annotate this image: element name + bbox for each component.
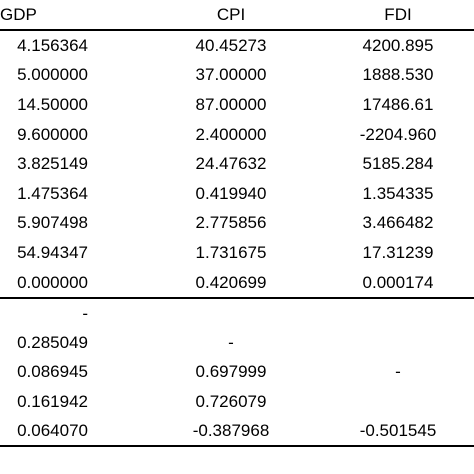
cell-cpi: 87.00000 — [195, 94, 267, 114]
cell-cpi: 40.45273 — [195, 35, 267, 55]
cell-cpi: 37.00000 — [195, 65, 267, 85]
cell-gdp: 0.285049 — [17, 333, 88, 353]
table-header-row — [0, 0, 474, 29]
table-row — [0, 120, 474, 150]
header-cpi: CPI — [216, 4, 246, 24]
table-row — [0, 31, 474, 61]
cell-gdp: 1.475364 — [17, 183, 88, 203]
cell-cpi: 0.420699 — [195, 272, 267, 292]
table-row — [0, 179, 474, 209]
cell-fdi: 4200.895 — [362, 35, 434, 55]
summary-section — [0, 31, 474, 297]
cell-gdp: 0.086945 — [17, 362, 88, 382]
cell-gdp: 9.600000 — [17, 124, 88, 144]
cell-gdp: 4.156364 — [17, 35, 88, 55]
table-row — [0, 61, 474, 91]
bottom-rule — [0, 445, 474, 447]
table-row — [0, 209, 474, 239]
table-row — [0, 149, 474, 179]
cell-fdi: 17486.61 — [362, 94, 434, 114]
cell-cpi: 0.419940 — [195, 183, 267, 203]
cell-fdi: 0.000174 — [362, 272, 434, 292]
cell-cpi: 2.775856 — [195, 213, 267, 233]
cell-cpi: - — [228, 333, 234, 353]
cell-gdp: 54.94347 — [17, 242, 88, 262]
cell-cpi: -0.387968 — [192, 420, 270, 440]
table-row — [0, 268, 474, 298]
header-fdi: FDI — [384, 4, 412, 24]
cell-cpi: 24.47632 — [195, 154, 267, 174]
cell-cpi: 1.731675 — [195, 242, 267, 262]
cell-fdi: 17.31239 — [362, 242, 434, 262]
table-row — [0, 299, 474, 328]
table-row — [0, 90, 474, 120]
header-gdp: GDP — [0, 4, 37, 24]
cell-cpi: 0.726079 — [195, 391, 267, 411]
table-row — [0, 358, 474, 387]
cell-gdp: 14.50000 — [17, 94, 88, 114]
cell-gdp: 0.000000 — [17, 272, 88, 292]
cell-fdi: -2204.960 — [359, 124, 437, 144]
table-row — [0, 416, 474, 445]
cell-cpi: 0.697999 — [195, 362, 267, 382]
cell-gdp: 3.825149 — [17, 154, 88, 174]
cell-gdp: 5.000000 — [17, 65, 88, 85]
correlation-section — [0, 299, 474, 445]
table-row — [0, 238, 474, 268]
cell-fdi: 1.354335 — [362, 183, 434, 203]
cell-fdi: 5185.284 — [362, 154, 434, 174]
cell-gdp: 5.907498 — [17, 213, 88, 233]
cell-fdi: 3.466482 — [362, 213, 434, 233]
cell-cpi: 2.400000 — [195, 124, 267, 144]
cell-fdi: -0.501545 — [359, 420, 437, 440]
cell-fdi: - — [395, 362, 401, 382]
table-row — [0, 387, 474, 416]
cell-gdp: - — [82, 303, 88, 323]
cell-gdp: 0.161942 — [17, 391, 88, 411]
table-row — [0, 329, 474, 358]
cell-fdi: 1888.530 — [362, 65, 434, 85]
cell-gdp: 0.064070 — [17, 420, 88, 440]
